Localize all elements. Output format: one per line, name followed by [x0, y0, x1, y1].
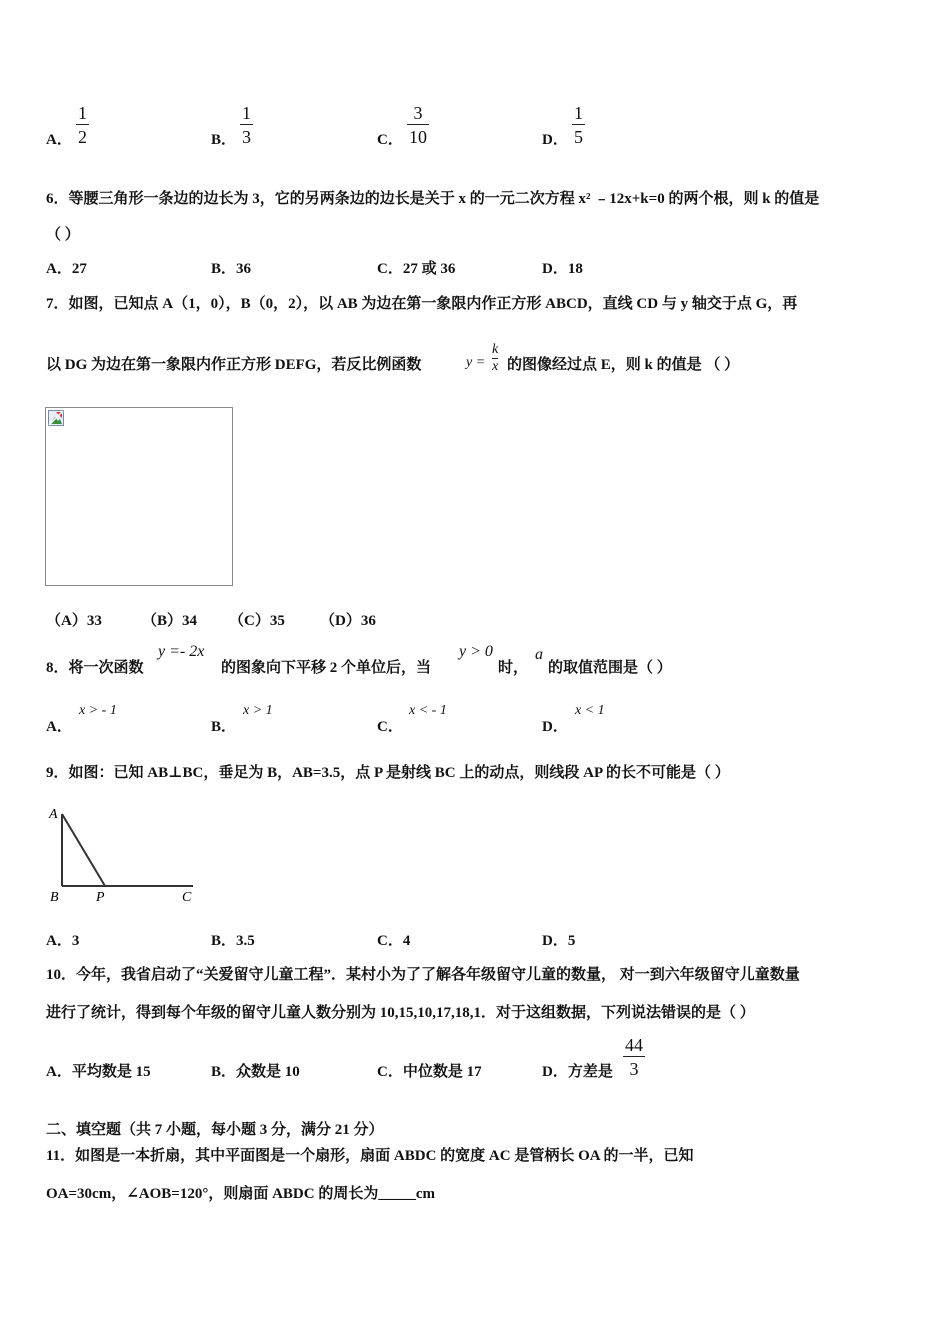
q6-option-a: A．27 [46, 261, 87, 277]
point-a-label: A [49, 807, 58, 822]
q8-option-c-expr: x < - 1 [409, 703, 447, 718]
q7-question-line2a: 以 DG 为边在第一象限内作正方形 DEFG，若反比例函数 [46, 357, 422, 373]
q10-option-a: A．平均数是 15 [46, 1064, 151, 1080]
q5-option-c-label: C． [377, 132, 403, 148]
q8-option-b-expr: x > 1 [243, 703, 273, 718]
q9-option-c: C．4 [377, 933, 411, 949]
point-p-label: P [96, 890, 105, 905]
q7-figure-placeholder [45, 407, 233, 586]
q5-option-d-fraction [572, 104, 585, 146]
q7-function-fraction [492, 343, 498, 374]
q9-option-a: A．3 [46, 933, 80, 949]
point-c-label: C [182, 890, 192, 905]
q8-suffix: 的取值范围是（ ） [548, 660, 672, 676]
q6-option-c: C．27 或 36 [377, 261, 456, 277]
q8-option-d-label: D． [542, 719, 568, 735]
q8-option-d-expr: x < 1 [575, 703, 605, 718]
q5-option-b-fraction [240, 104, 253, 146]
q8-option-c-label: C． [377, 719, 403, 735]
q5-option-a-label: A． [46, 132, 72, 148]
numerator: 3 [413, 103, 423, 123]
point-b-label: B [50, 890, 59, 905]
q8-function: y =- 2x [158, 643, 205, 660]
q6-option-d: D．18 [542, 261, 583, 277]
numerator: 1 [78, 103, 87, 123]
q9-option-b: B．3.5 [211, 933, 255, 949]
section-heading-fill-in: 二、填空题（共 7 小题，每小题 3 分，满分 21 分） [46, 1122, 384, 1138]
q9-option-d: D．5 [542, 933, 576, 949]
numerator: 1 [574, 103, 583, 123]
q8-option-a-expr: x > - 1 [79, 703, 117, 718]
q8-middle2: 时， [498, 660, 529, 676]
q6-option-b: B．36 [211, 261, 252, 277]
denominator: 2 [78, 127, 87, 147]
q5-option-c-fraction [407, 104, 429, 146]
q9-geometry-figure [45, 800, 201, 906]
q7-question-line2b: 的图像经过点 E，则 k 的值是 （ ） [507, 357, 740, 373]
q8-option-b-label: B． [211, 719, 237, 735]
numerator: k [492, 342, 499, 357]
q10-question-line2: 进行了统计，得到每个年级的留守儿童人数分别为 10,15,10,17,18,1．对于这组数据，下列说法错误的是（ ） [46, 1005, 755, 1021]
denominator: 10 [409, 127, 427, 147]
q7-option-c: （C）35 [229, 613, 285, 629]
q7-option-d: （D）36 [320, 613, 376, 629]
denominator: 3 [629, 1059, 639, 1079]
q10-option-c: C．中位数是 17 [377, 1064, 482, 1080]
q7-option-b: （B）34 [142, 613, 198, 629]
q11-question-line1: 11．如图是一本折扇，其中平面图是一个扇形，扇面 ABDC 的宽度 AC 是管柄长 OA 的一半，已知 [46, 1148, 694, 1164]
q5-option-d-label: D． [542, 132, 568, 148]
q8-variable: a [535, 646, 543, 663]
segment-ap [62, 814, 105, 886]
denominator: 5 [574, 127, 583, 147]
q8-option-a-label: A． [46, 719, 72, 735]
q11-question-line2: OA=30cm，∠AOB=120°，则扇面 ABDC 的周长为_____cm [46, 1186, 435, 1202]
q8-middle: 的图象向下平移 2 个单位后，当 [221, 660, 432, 676]
q10-option-b: B．众数是 10 [211, 1064, 300, 1080]
q5-option-b-label: B． [211, 132, 237, 148]
denominator: 3 [242, 127, 251, 147]
q8-prefix: 8．将一次函数 [46, 660, 144, 676]
q5-option-a-fraction [76, 104, 89, 146]
broken-image-icon [48, 410, 64, 426]
q8-condition: y > 0 [459, 643, 493, 660]
q7-option-a: （A）33 [46, 613, 102, 629]
q10-question-line1: 10．今年，我省启动了“关爱留守儿童工程”．某村小为了了解各年级留守儿童的数量， 对一到六年级留守儿童数量 [46, 967, 800, 983]
denominator: x [492, 359, 499, 374]
q7-question-line1: 7．如图，已知点 A（1，0），B（0，2），以 AB 为边在第一象限内作正方形 ABCD，直线 CD 与 y 轴交于点 G，再 [46, 296, 798, 312]
q6-question-line2: （ ） [46, 227, 80, 243]
q10-option-d-fraction [623, 1036, 645, 1078]
q9-question: 9．如图：已知 AB⊥BC，垂足为 B，AB=3.5，点 P 是射线 BC 上的动点，则线段 AP 的长不可能是（ ） [46, 765, 730, 781]
numerator: 44 [625, 1035, 643, 1055]
q7-function-y: y = [466, 355, 486, 370]
numerator: 1 [242, 103, 251, 123]
q6-question-line1: 6．等腰三角形一条边的边长为 3，它的另两条边的边长是关于 x 的一元二次方程 x² ﹣12x+k=0 的两个根，则 k 的值是 [46, 191, 820, 207]
q10-option-d: D．方差是 [542, 1064, 613, 1080]
